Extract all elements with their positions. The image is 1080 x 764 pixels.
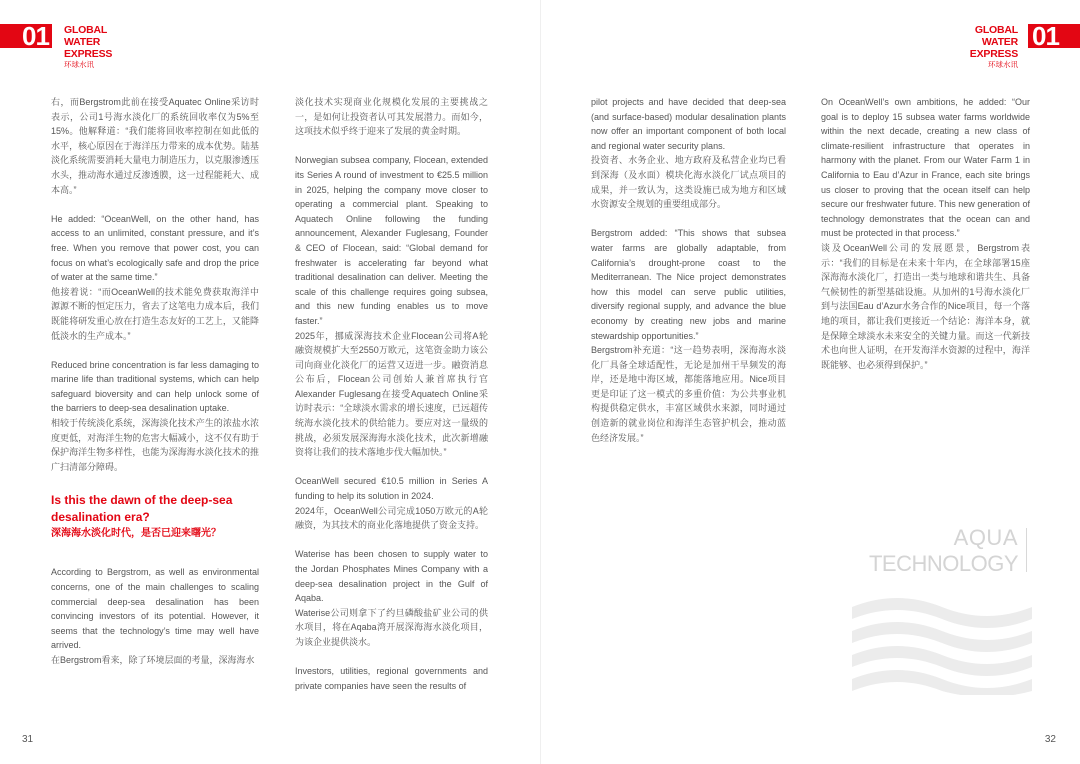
magazine-title-right	[970, 24, 1018, 70]
magazine-title-cn-left: 环球水讯	[64, 60, 94, 69]
article-column-4	[821, 95, 1030, 372]
paragraph: 右，而Bergstrom此前在接受Aquatec Online采访时表示，公司1号海水淡化厂的系统回收率仅为5%至15%。他解释道：“我们能将回收率控制在如此低的水平，核心原因在于海洋压力带来的成本优势。陆基淡化系统需要消耗大量电力制造压力，以克服渗透压水头，推动海水通过反渗透膜，这一过程能耗大、成本高。”	[51, 97, 259, 195]
paragraph: He added: “OceanWell, on the other hand, has access to an unlimited, constant pressure, and it’s free. When you remove that power cost, you can focus on what’s ecologically safe and drop the price of water at the same time.”	[51, 213, 259, 283]
paragraph: 在Bergstrom看来，除了环境层面的考量，深海海水	[51, 655, 255, 665]
logo-divider-line	[1026, 528, 1027, 572]
magazine-title-left	[64, 24, 112, 70]
paragraph: OceanWell secured €10.5 million in Series A funding to help its solution in 2024.	[295, 476, 488, 502]
page-number-left: 31	[22, 734, 34, 745]
paragraph: Bergstrom added: “This shows that subsea water farms are globally adaptable, from California’s drought-prone coast to the Mediterranean. The Nice project demonstrates how this model can serve public utilities, diversify regional supply, and advance the blue economy by creating new jobs and marine stewardship opportunities.”	[591, 228, 786, 341]
paragraph: 2025年，挪威深海技术企业Flocean公司将A轮融资规模扩大至2550万欧元，这笔资金助力该公司向商业化淡化厂的运营又迈进一步。融资消息公布后，Flocean公司创始人兼首席执行官Alexander Fuglesang在接受Aquatech Online采访时表示：“全球淡水需求的增长速度，已远超传统海水淡化技术的供给能力。要应对这一量级的挑战，必须发展深海海水淡化技术，此次新增融资将让我们的技术落地步伐大幅加快。”	[295, 330, 488, 458]
section-number-left: 01	[22, 21, 49, 51]
article-column-1	[51, 95, 259, 668]
logo-text-aqua: AQUA	[953, 525, 1018, 550]
paragraph: pilot projects and have decided that deep-sea (and surface-based) modular desalination plants now offer an important component of both local and regional water security plans.	[591, 97, 786, 151]
paragraph: 他接着说：“而OceanWell的技术能免费获取海洋中源源不断的恒定压力，省去了这笔电力成本后，我们既能将研发重心放在打造生态友好的工艺上，又能降低淡水的生产成本。”	[51, 286, 259, 341]
paragraph: Investors, utilities, regional governments and private companies have seen the results of	[295, 666, 488, 691]
section-heading-cn: 深海海水淡化时代，是否已迎来曙光？	[51, 528, 221, 540]
paragraph: 谈及OceanWell公司的发展愿景，Bergstrom表示：“我们的目标是在未来十年内，在全球部署15座深海海水淡化厂，打造出一类与地球和谐共生、具备气候韧性的新型基础设施。从加州的1号海水淡化厂到与法国Eau d’Azur水务合作的Nice项目，每一个落地的项目，都让我们更接近一个结论：海洋本身，就是保障全球淡水未来安全的关键力量。而这一代新技术也向世人证明，在开发海洋水资源的过程中，海洋既能够、也必须得到保护。”	[821, 242, 1030, 370]
section-heading-en: Is this the dawn of the deep-sea desalination era?	[51, 493, 233, 525]
magazine-title-en-right: GLOBAL WATER EXPRESS	[969, 24, 1019, 60]
paragraph: Waterise公司则拿下了约旦磷酸盐矿业公司的供水项目，将在Aqaba湾开展深海海水淡化项目，为该企业提供淡水。	[295, 607, 488, 647]
paragraph: Reduced brine concentration is far less damaging to marine life than traditional systems, which can help safeguard bioversity and can help unlock some of the barriers to deep-sea desalination uptake.	[51, 359, 259, 414]
paragraph: On OceanWell’s own ambitions, he added: “Our goal is to deploy 15 subsea water farms worldwide within the next decade, creating a new class of climate-resilient infrastructure that operates in harmony with the planet. From our Water Farm 1 in California to Eau d’Azur in France, each site brings us closer to proving that the ocean itself can help secure our freshwater future. This new generation of technology demonstrates that the ocean can and must be protected in that process.”	[821, 97, 1030, 239]
section-number-block-right	[1028, 21, 1080, 51]
paragraph: Norwegian subsea company, Flocean, extended its Series A round of investment to €25.5 million in 2025, helping the company move closer to operating a commercial plant. Speaking to Aquatech Online following the funding announcement, Alexander Fuglesang, Founder & CEO of Flocean, said: “Global demand for freshwater is accelerating far beyond what traditional desalination can deliver. Meeting the scale of this challenge requires going subsea, and this new funding enables us to move faster.”	[295, 155, 488, 326]
paragraph: 投资者、水务企业、地方政府及私营企业均已看到深海（及水面）模块化海水淡化厂试点项目的成果，并一致认为，这类设施已成为地方和区域水资源安全规划的重要组成部分。	[591, 155, 786, 210]
paragraph: Waterise has been chosen to supply water to the Jordan Phosphates Mines Company with a deep-sea desalination project in the Gulf of Aqaba.	[295, 549, 488, 604]
page-number-right: 32	[1044, 734, 1056, 745]
logo-text-technology: TECHNOLOGY	[868, 551, 1018, 576]
paragraph: Bergstrom补充道：“这一趋势表明，深海海水淡化厂具备全球适配性，无论是加州干旱频发的海岸，还是地中海区域，都能落地应用。Nice项目更是印证了这一模式的多重价值：为公共事业机构提供稳定供水，丰富区域供水来源，同时通过创造新的就业岗位和海洋生态管护机会，推动蓝色经济发展。”	[591, 345, 786, 443]
magazine-title-en-left: GLOBAL WATER EXPRESS	[64, 24, 113, 60]
article-column-3	[591, 95, 786, 445]
article-column-2	[295, 95, 488, 693]
magazine-title-cn-right: 环球水讯	[988, 60, 1018, 69]
paragraph: 相较于传统淡化系统，深海淡化技术产生的浓盐水浓度更低，对海洋生物的危害大幅减小，这不仅有助于保护海洋生物多样性，也能为深海海水淡化技术的推广扫清部分障碍。	[51, 418, 259, 472]
section-number-right: 01	[1032, 21, 1059, 51]
paragraph: 淡化技术实现商业化规模化发展的主要挑战之一，是如何让投资者认可其发展潜力。而如今，这项技术似乎终于迎来了发展的黄金时期。	[295, 97, 488, 137]
paragraph: According to Bergstrom, as well as environmental concerns, one of the main challenges to scaling commercial deep-sea desalination has been convincing investors of its potential. However, it seems that the technology’s time may well have arrived.	[51, 567, 259, 651]
section-number-block-left	[0, 21, 52, 51]
page-gutter	[540, 0, 541, 764]
paragraph: 2024年，OceanWell公司完成1050万欧元的A轮融资，为其技术的商业化落地提供了资金支持。	[295, 505, 488, 531]
wave-graphic-icon	[842, 595, 1042, 695]
